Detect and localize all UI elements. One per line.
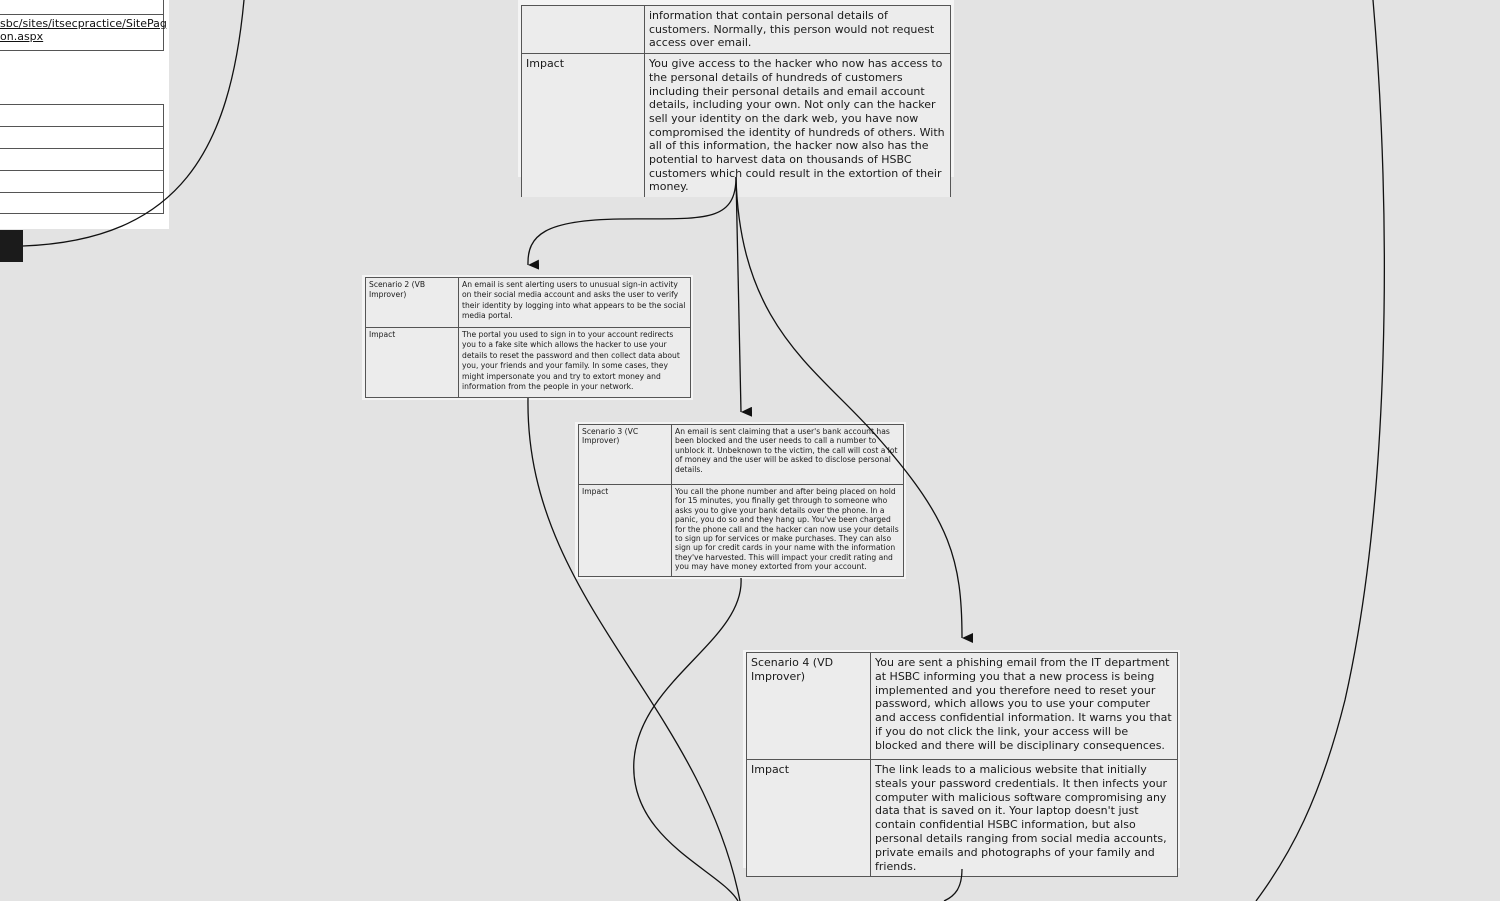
dark-node-block[interactable] bbox=[0, 230, 23, 262]
table-row bbox=[0, 127, 164, 149]
connector-right-edge bbox=[1256, 0, 1384, 901]
scenario1-label-cell bbox=[522, 6, 645, 54]
scenario3-impact-text: You call the phone number and after being placed on hold for 15 minutes, you finally get through to someone who asks you to give your bank details over the phone. In a panic, you do so and they hang up. You've been charged for the phone call and the hacker can now use your details to sign up for services or make purchases. They can also sign up for credit cards in your name with the information they've harvested. This will impact your credit rating and you may have money extorted from your account. bbox=[672, 485, 904, 577]
scenario1-impact-text: You give access to the hacker who now has access to the personal details of hundreds of customers including their personal details and email account details, including your own. Not only can the hacker sell your identity on the dark web, you have now compromised the identity of hundreds of others. With all of this information, the hacker now also has the potential to harvest data on thousands of HSBC customers which could result in the extortion of their money. bbox=[645, 54, 951, 198]
scenario2-card[interactable] bbox=[365, 277, 691, 398]
scenario2-impact-label: Impact bbox=[366, 328, 459, 398]
table-row bbox=[0, 171, 164, 193]
scenario2-label: Scenario 2 (VB Improver) bbox=[366, 278, 459, 328]
scenario2-impact-text: The portal you used to sign in to your account redirects you to a fake site which allows the hacker to use your details to reset the password and then collect data about you, your friends and your family. In some cases, they might impersonate you and try to extort money and information from the people in your network. bbox=[459, 328, 691, 398]
connector-s3-down bbox=[634, 578, 741, 901]
scenario4-card[interactable] bbox=[746, 652, 1178, 877]
scenario4-impact-text: The link leads to a malicious website that initially steals your password credentials. It then infects your computer with malicious software compromising any data that is saved on it. Your laptop doesn't just contain confidential HSBC information, but also personal details ranging from social media accounts, private emails and photographs of your family and friends. bbox=[871, 760, 1178, 877]
scenario1-impact-label: Impact bbox=[522, 54, 645, 198]
scenario3-card[interactable] bbox=[578, 424, 904, 577]
scenario2-text: An email is sent alerting users to unusual sign-in activity on their social media account and asks the user to verify their identity by logging into what appears to be the social media portal. bbox=[459, 278, 691, 328]
url-line-2: on.aspx bbox=[0, 30, 44, 43]
scenario4-label: Scenario 4 (VD Improver) bbox=[747, 653, 871, 760]
scenario1-text: information that contain personal details of customers. Normally, this person would not request access over email. bbox=[645, 6, 951, 54]
left-panel-rows bbox=[0, 104, 164, 214]
table-row bbox=[0, 149, 164, 171]
url-line-1: sbc/sites/itsecpractice/SitePag bbox=[0, 17, 167, 30]
table-row bbox=[0, 193, 164, 214]
table-row bbox=[0, 105, 164, 127]
sharepoint-link[interactable] bbox=[0, 17, 167, 43]
connector-s1-to-s3 bbox=[736, 177, 741, 412]
scenario3-label: Scenario 3 (VC Improver) bbox=[579, 425, 672, 485]
scenario3-impact-label: Impact bbox=[579, 485, 672, 577]
scenario3-text: An email is sent claiming that a user's bank account has been blocked and the user needs to call a number to unblock it. Unbeknown to the victim, the call will cost a lot of money and the user will be asked to disclose personal details. bbox=[672, 425, 904, 485]
scenario4-impact-label: Impact bbox=[747, 760, 871, 877]
scenario1-card[interactable] bbox=[521, 5, 951, 197]
scenario4-text: You are sent a phishing email from the IT department at HSBC informing you that a new process is being implemented and you therefore need to reset your password, which allows you to use your computer and access confidential information. It warns you that if you do not click the link, your access will be blocked and there will be disciplinary consequences. bbox=[871, 653, 1178, 760]
